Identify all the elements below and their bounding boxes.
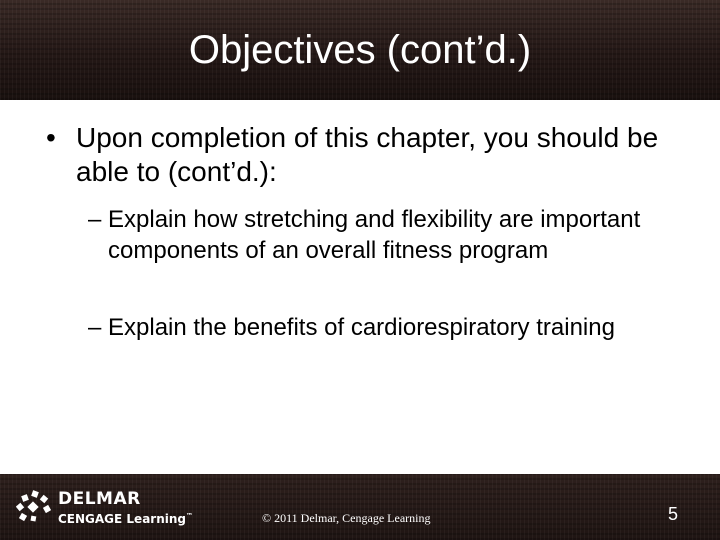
subbullet-item: [88, 204, 688, 266]
cengage-logo-icon: [16, 490, 52, 524]
logo-trademark: ™: [186, 512, 193, 520]
subbullet-text: Explain the benefits of cardiorespiratory training: [108, 314, 615, 341]
delmar-cengage-logo: [16, 488, 193, 528]
logo-delmar-text: DELMAR: [58, 489, 141, 509]
subbullet-mark: –: [88, 314, 102, 341]
slide-title: Objectives (cont’d.): [188, 28, 532, 72]
logo-cengage-label: CENGAGE Learning: [58, 512, 186, 526]
logo-cengage-text: [58, 509, 193, 526]
slide-footer: [0, 474, 720, 540]
subbullet-text: Explain how stretching and flexibility are important components of an overall fitness program: [108, 206, 641, 264]
slide-header: [0, 0, 720, 100]
bullet-text: Upon completion of this chapter, you should be able to (cont’d.):: [76, 122, 659, 187]
bullet-mark: •: [46, 122, 56, 153]
copyright-text: © 2011 Delmar, Cengage Learning: [262, 511, 431, 525]
subbullet-mark: –: [88, 206, 102, 233]
page-number: 5: [667, 504, 678, 524]
bullet-item: [46, 121, 666, 189]
subbullet-item: [88, 312, 688, 343]
